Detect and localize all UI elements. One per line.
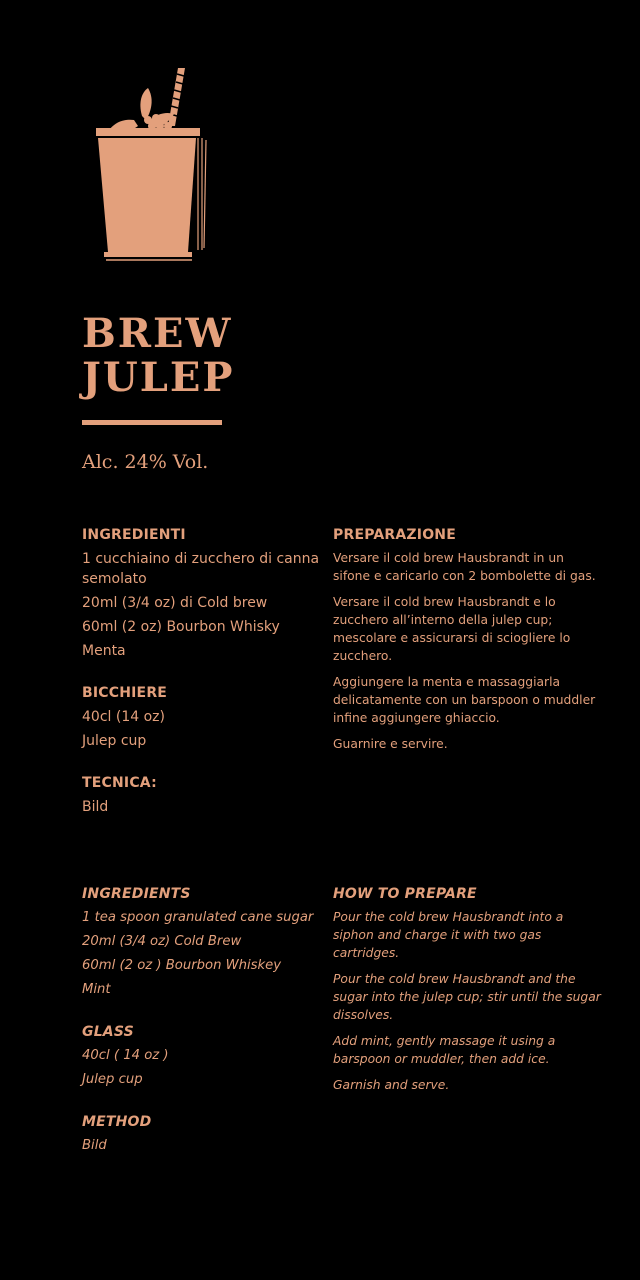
glass-label-it: BICCHIERE [82, 685, 168, 701]
ingredient-item: 60ml (2 oz) Bourbon Whisky [82, 619, 280, 635]
ingredients-section-en [82, 886, 322, 1000]
ingredients-section-it [82, 527, 322, 661]
method-section-it [82, 775, 322, 817]
method-label-it: TECNICA: [82, 775, 157, 791]
preparation-step: Pour the cold brew Hausbrandt into a siphon and charge it with two gas cartridges. [333, 910, 564, 960]
preparation-step: Versare il cold brew Hausbrandt e lo zucchero all’interno della julep cup; mescolare e assicurarsi di sciogliere lo zucchero. [333, 595, 571, 663]
italian-preparation-column [333, 527, 603, 761]
preparation-step: Pour the cold brew Hausbrandt and the sugar into the julep cup; stir until the sugar dissolves. [333, 972, 601, 1022]
glass-section-it [82, 685, 322, 751]
title-line-1: BREW [82, 310, 233, 357]
glass-section-en [82, 1024, 322, 1090]
title-line-2: JULEP [82, 354, 235, 401]
preparation-step: Garnish and serve. [333, 1078, 450, 1092]
cup-rim [96, 128, 200, 136]
glass-item: Julep cup [82, 1072, 143, 1087]
english-preparation-column [333, 886, 603, 1102]
glass-item: 40cl ( 14 oz ) [82, 1048, 169, 1063]
ingredient-item: 1 cucchiaino di zucchero di canna semolato [82, 551, 320, 587]
title-divider [82, 420, 222, 425]
mint-icon [106, 88, 174, 135]
recipe-title [82, 312, 235, 400]
method-label-en: METHOD [82, 1114, 152, 1130]
preparation-step: Versare il cold brew Hausbrandt in un sifone e caricarlo con 2 bombolette di gas. [333, 551, 596, 583]
glass-label-en: GLASS [82, 1024, 134, 1040]
glass-item: Julep cup [82, 733, 147, 749]
alcohol-volume: Alc. 24% Vol. [82, 451, 209, 473]
ingredient-item: 20ml (3/4 oz) Cold Brew [82, 934, 242, 949]
ingredient-item: Mint [82, 982, 111, 997]
preparation-step: Aggiungere la menta e massaggiarla delicatamente con un barspoon o muddler infine aggiungere ghiaccio. [333, 675, 596, 725]
english-left-column [82, 886, 322, 1180]
cup-base [104, 252, 192, 257]
cup-shading [198, 138, 206, 250]
ingredient-item: 20ml (3/4 oz) di Cold brew [82, 595, 268, 611]
preparation-label-it: PREPARAZIONE [333, 527, 456, 543]
julep-cup-icon [88, 60, 218, 270]
method-section-en [82, 1114, 322, 1156]
preparation-step: Guarnire e servire. [333, 737, 448, 751]
ingredients-label-en: INGREDIENTS [82, 886, 191, 902]
cup-body [98, 138, 196, 252]
preparation-step: Add mint, gently massage it using a barspoon or muddler, then add ice. [333, 1034, 556, 1066]
italian-left-column [82, 527, 322, 841]
preparation-label-en: HOW TO PREPARE [333, 886, 477, 902]
ingredients-label-it: INGREDIENTI [82, 527, 186, 543]
ingredient-item: 60ml (2 oz ) Bourbon Whiskey [82, 958, 282, 973]
glass-item: 40cl (14 oz) [82, 709, 165, 725]
method-item: Bild [82, 1138, 107, 1153]
ingredient-item: 1 tea spoon granulated cane sugar [82, 910, 314, 925]
ingredient-item: Menta [82, 643, 126, 659]
method-item: Bild [82, 799, 109, 815]
